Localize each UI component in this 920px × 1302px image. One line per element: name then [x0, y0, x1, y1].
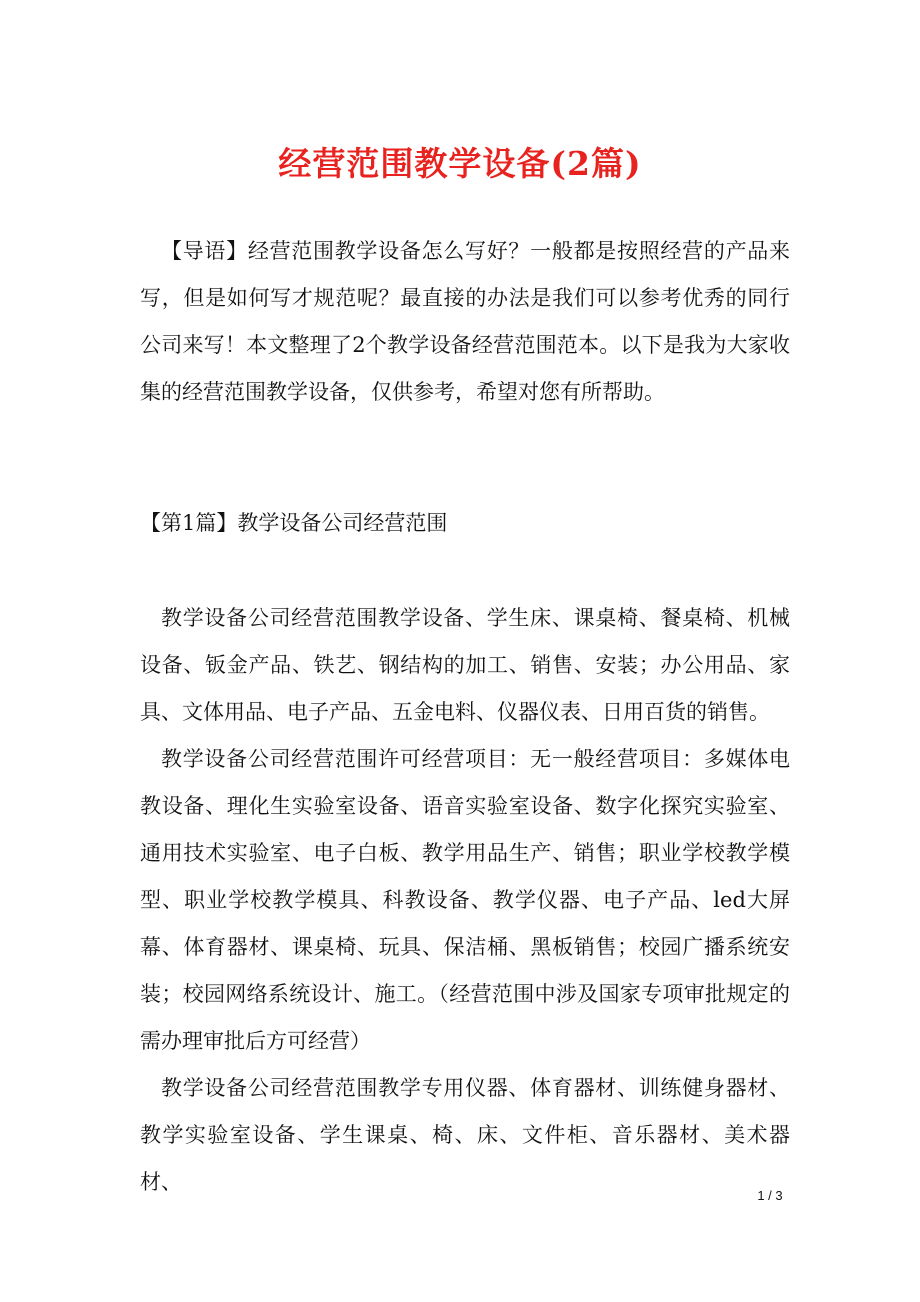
document-title: 经营范围教学设备(2篇)	[278, 144, 642, 183]
document-body	[140, 228, 790, 1206]
body-paragraph: 教学设备公司经营范围教学设备、学生床、课桌椅、餐桌椅、机械设备、钣金产品、铁艺、钢结构的加工、销售、安装；办公用品、家具、文体用品、电子产品、五金电料、仪器仪表、日用百货的销售。	[140, 606, 790, 724]
page-number: 1 / 3	[757, 1188, 783, 1203]
intro-paragraph: 【导语】经营范围教学设备怎么写好？一般都是按照经营的产品来写，但是如何写才规范呢？最直接的办法是我们可以参考优秀的同行公司来写！本文整理了2个教学设备经营范围范本。以下是我为大家收集的经营范围教学设备，仅供参考，希望对您有所帮助。	[140, 239, 790, 404]
body-paragraph: 教学设备公司经营范围许可经营项目：无一般经营项目：多媒体电教设备、理化生实验室设备、语音实验室设备、数字化探究实验室、通用技术实验室、电子白板、教学用品生产、销售；职业学校教学模型、职业学校教学模具、科教设备、教学仪器、电子产品、led大屏幕、体育器材、课桌椅、玩具、保洁桶、黑板销售；校园广播系统安装；校园网络系统设计、施工。（经营范围中涉及国家专项审批规定的需办理审批后方可经营）	[140, 747, 790, 1053]
section-heading: 【第1篇】教学设备公司经营范围	[140, 511, 448, 535]
body-paragraph: 教学设备公司经营范围教学专用仪器、体育器材、训练健身器材、教学实验室设备、学生课桌、椅、床、文件柜、音乐器材、美术器材、	[140, 1076, 790, 1194]
